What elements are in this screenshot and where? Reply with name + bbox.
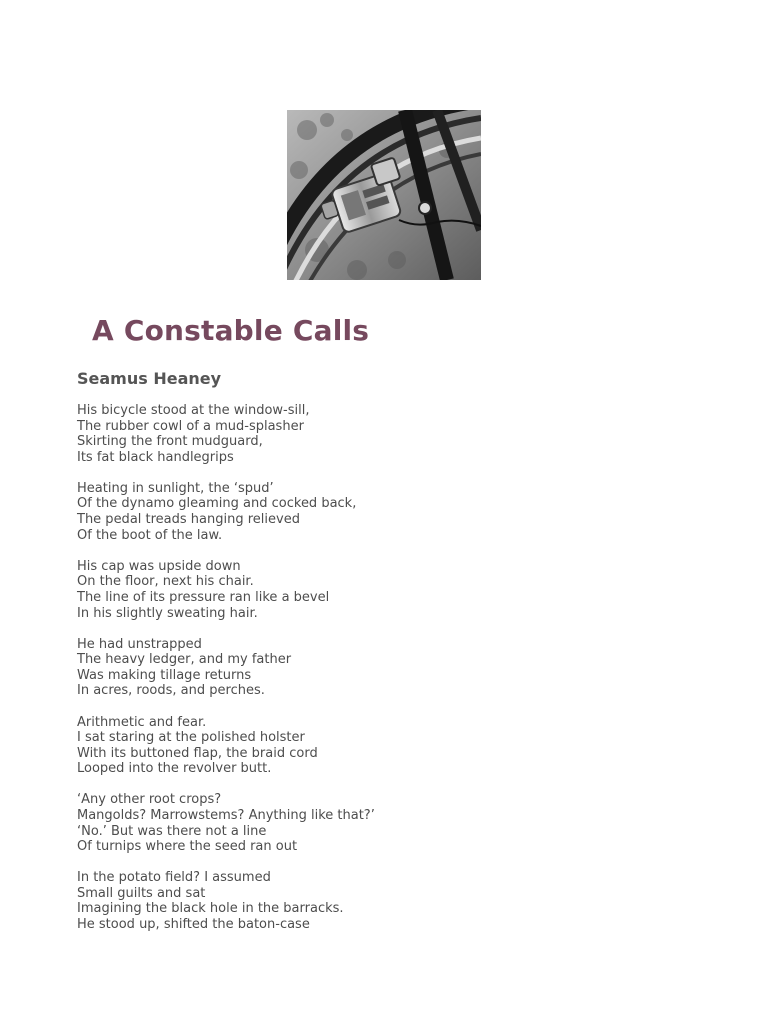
bicycle-dynamo-photo [287, 110, 481, 280]
poem-line: On the floor, next his chair. [77, 574, 254, 590]
stanza-5 [77, 715, 697, 777]
poem-body [77, 403, 697, 948]
poem-line: In the potato field? I assumed [77, 870, 271, 886]
poem-line: Of the boot of the law. [77, 527, 223, 543]
poem-author: Seamus Heaney [77, 369, 222, 388]
poem-line: His bicycle stood at the window-sill, [77, 403, 310, 418]
poem-line: The pedal treads hanging relieved [77, 512, 300, 528]
poem-line: The line of its pressure ran like a bevel [77, 589, 330, 605]
poem-line: I sat staring at the polished holster [77, 730, 305, 746]
stanza-3 [77, 559, 697, 621]
poem-line: Of turnips where the seed ran out [77, 839, 298, 855]
poem-title: A Constable Calls [92, 314, 370, 347]
poem-line: ‘Any other root crops? [77, 792, 222, 808]
poem-line: In his slightly sweating hair. [77, 605, 258, 621]
stanza-1 [77, 403, 697, 465]
stanza-7 [77, 870, 697, 932]
poem-line: Was making tillage returns [77, 667, 252, 683]
poem-line: Its fat black handlegrips [77, 449, 234, 465]
poem-line: Skirting the front mudguard, [77, 434, 263, 450]
poem-line: Mangolds? Marrowstems? Anything like that?’ [77, 807, 375, 823]
poem-line: The rubber cowl of a mud-splasher [77, 418, 304, 434]
stanza-2 [77, 481, 697, 543]
poem-line: With its buttoned flap, the braid cord [77, 745, 318, 761]
poem-line: Of the dynamo gleaming and cocked back, [77, 496, 357, 512]
poem-line: In acres, roods, and perches. [77, 683, 265, 699]
poem-line: Imagining the black hole in the barracks. [77, 901, 344, 917]
poem-line: His cap was upside down [77, 558, 241, 574]
poem-line: Small guilts and sat [77, 885, 206, 901]
stanza-4 [77, 637, 697, 699]
poem-line: ‘No.’ But was there not a line [77, 823, 267, 839]
poem-line: The heavy ledger, and my father [77, 652, 292, 668]
bicycle-dynamo-illustration [287, 110, 481, 280]
stanza-6 [77, 792, 697, 854]
poem-line: Heating in sunlight, the ‘spud’ [77, 480, 274, 496]
poem-line: He had unstrapped [77, 636, 202, 652]
poem-line: Arithmetic and fear. [77, 714, 207, 730]
poem-line: Looped into the revolver butt. [77, 761, 272, 777]
poem-line: He stood up, shifted the baton-case [77, 917, 310, 933]
